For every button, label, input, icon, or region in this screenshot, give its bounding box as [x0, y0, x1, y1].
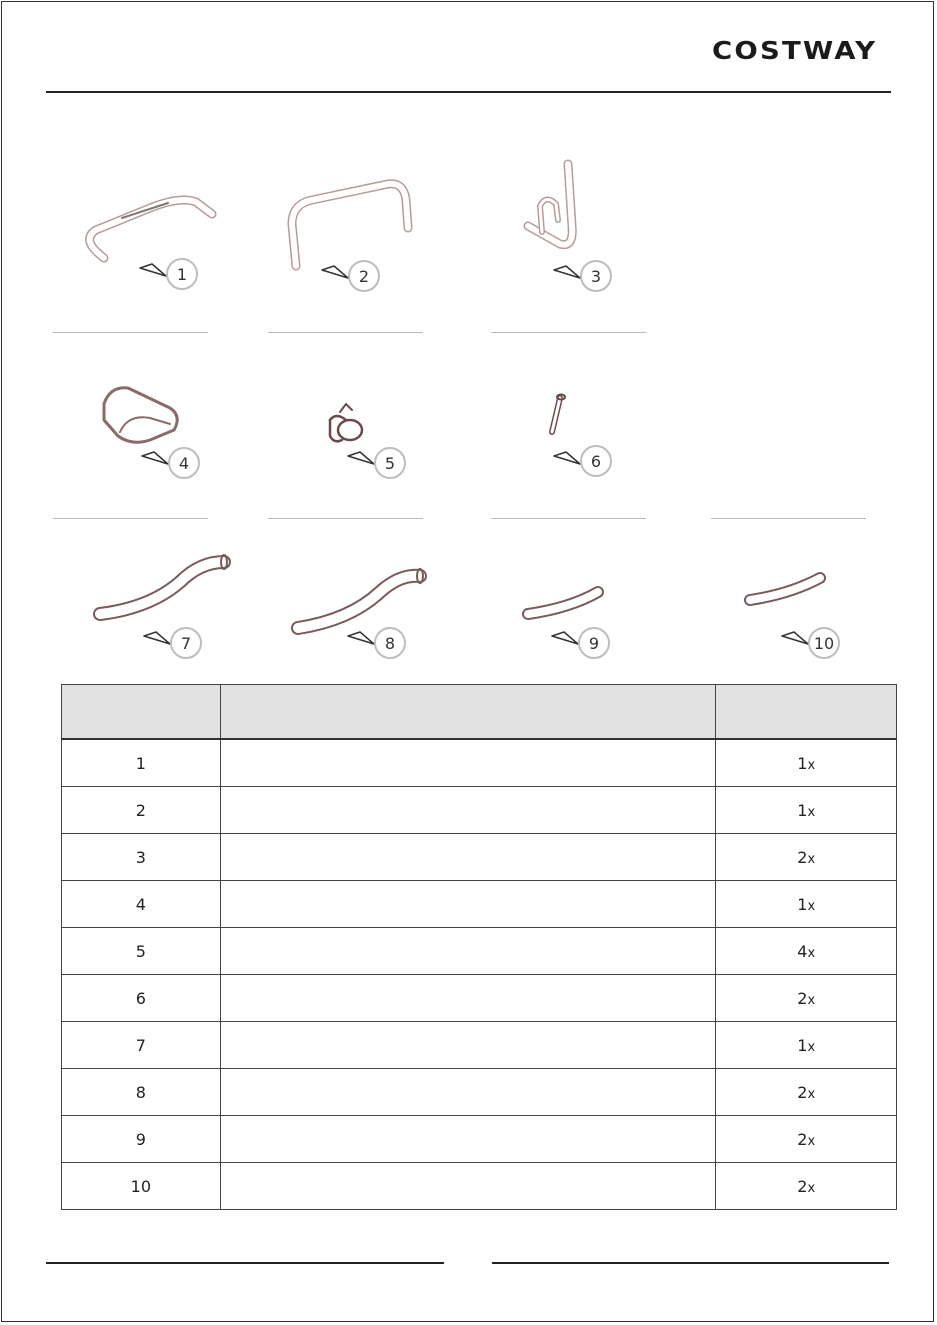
qty-unit: x — [807, 1180, 816, 1196]
part-description — [220, 1116, 716, 1163]
callout-10: 10 — [808, 627, 840, 659]
callout-pointers — [140, 264, 808, 644]
part-9-illustration — [528, 592, 598, 614]
part-quantity — [716, 834, 897, 881]
qty-unit: x — [807, 1086, 816, 1102]
separator-line — [53, 518, 208, 519]
part-quantity — [716, 739, 897, 787]
qty-value: 1 — [797, 894, 808, 914]
qty-value: 1 — [797, 1035, 808, 1055]
table-row — [62, 1022, 897, 1069]
header-part-number — [62, 685, 221, 740]
table-row — [62, 834, 897, 881]
qty-unit: x — [807, 1133, 816, 1149]
footer-rule-left — [46, 1262, 444, 1264]
qty-unit: x — [807, 945, 816, 961]
qty-unit: x — [807, 992, 816, 1008]
qty-value: 1 — [797, 800, 808, 820]
callout-6: 6 — [580, 445, 612, 477]
footer-rule-right — [492, 1262, 889, 1264]
table-row — [62, 787, 897, 834]
qty-value: 2 — [797, 1176, 808, 1196]
part-description — [220, 928, 716, 975]
qty-unit: x — [807, 898, 816, 914]
part-number: 2 — [62, 787, 221, 834]
header-quantity — [716, 685, 897, 740]
header-description — [220, 685, 716, 740]
table-row — [62, 739, 897, 787]
callout-9: 9 — [578, 627, 610, 659]
separator-line — [53, 332, 208, 333]
separator-line — [268, 332, 423, 333]
callout-1: 1 — [166, 258, 198, 290]
part-description — [220, 834, 716, 881]
parts-list-table — [61, 684, 897, 1210]
callout-4: 4 — [168, 447, 200, 479]
separator-line — [268, 518, 423, 519]
qty-value: 1 — [797, 753, 808, 773]
part-6-illustration — [552, 395, 565, 433]
separator-line — [711, 518, 866, 519]
part-quantity — [716, 881, 897, 928]
table-row — [62, 1163, 897, 1210]
part-2-illustration — [292, 184, 408, 266]
callout-2: 2 — [348, 260, 380, 292]
part-number: 6 — [62, 975, 221, 1022]
part-quantity — [716, 1116, 897, 1163]
table-header-row — [62, 685, 897, 740]
callout-3: 3 — [580, 260, 612, 292]
part-number: 3 — [62, 834, 221, 881]
part-8-illustration — [298, 569, 423, 628]
part-number: 4 — [62, 881, 221, 928]
part-number: 9 — [62, 1116, 221, 1163]
qty-unit: x — [807, 757, 816, 773]
part-description — [220, 739, 716, 787]
part-quantity — [716, 1022, 897, 1069]
part-1-illustration — [90, 200, 212, 258]
callout-5: 5 — [374, 447, 406, 479]
qty-unit: x — [807, 804, 816, 820]
part-number: 7 — [62, 1022, 221, 1069]
part-number: 8 — [62, 1069, 221, 1116]
table-row — [62, 881, 897, 928]
callout-7: 7 — [170, 627, 202, 659]
qty-unit: x — [807, 851, 816, 867]
table-row — [62, 1116, 897, 1163]
part-number: 1 — [62, 739, 221, 787]
brand-logo: COSTWAY — [712, 36, 878, 65]
part-description — [220, 1069, 716, 1116]
qty-unit: x — [807, 1039, 816, 1055]
table-row — [62, 928, 897, 975]
part-description — [220, 1163, 716, 1210]
part-quantity — [716, 975, 897, 1022]
part-description — [220, 1022, 716, 1069]
part-3-illustration — [528, 164, 572, 245]
part-number: 5 — [62, 928, 221, 975]
qty-value: 2 — [797, 847, 808, 867]
part-10-illustration — [750, 578, 820, 600]
part-description — [220, 787, 716, 834]
qty-value: 2 — [797, 1082, 808, 1102]
part-quantity — [716, 787, 897, 834]
part-4-illustration — [104, 388, 177, 442]
table-row — [62, 1069, 897, 1116]
qty-value: 2 — [797, 988, 808, 1008]
part-description — [220, 881, 716, 928]
qty-value: 2 — [797, 1129, 808, 1149]
part-description — [220, 975, 716, 1022]
qty-value: 4 — [797, 941, 808, 961]
separator-line — [491, 332, 646, 333]
separator-line — [491, 518, 646, 519]
part-7-illustration — [100, 555, 227, 614]
part-quantity — [716, 928, 897, 975]
callout-8: 8 — [374, 627, 406, 659]
part-quantity — [716, 1069, 897, 1116]
part-quantity — [716, 1163, 897, 1210]
part-5-illustration — [330, 404, 362, 441]
part-number: 10 — [62, 1163, 221, 1210]
table-row — [62, 975, 897, 1022]
